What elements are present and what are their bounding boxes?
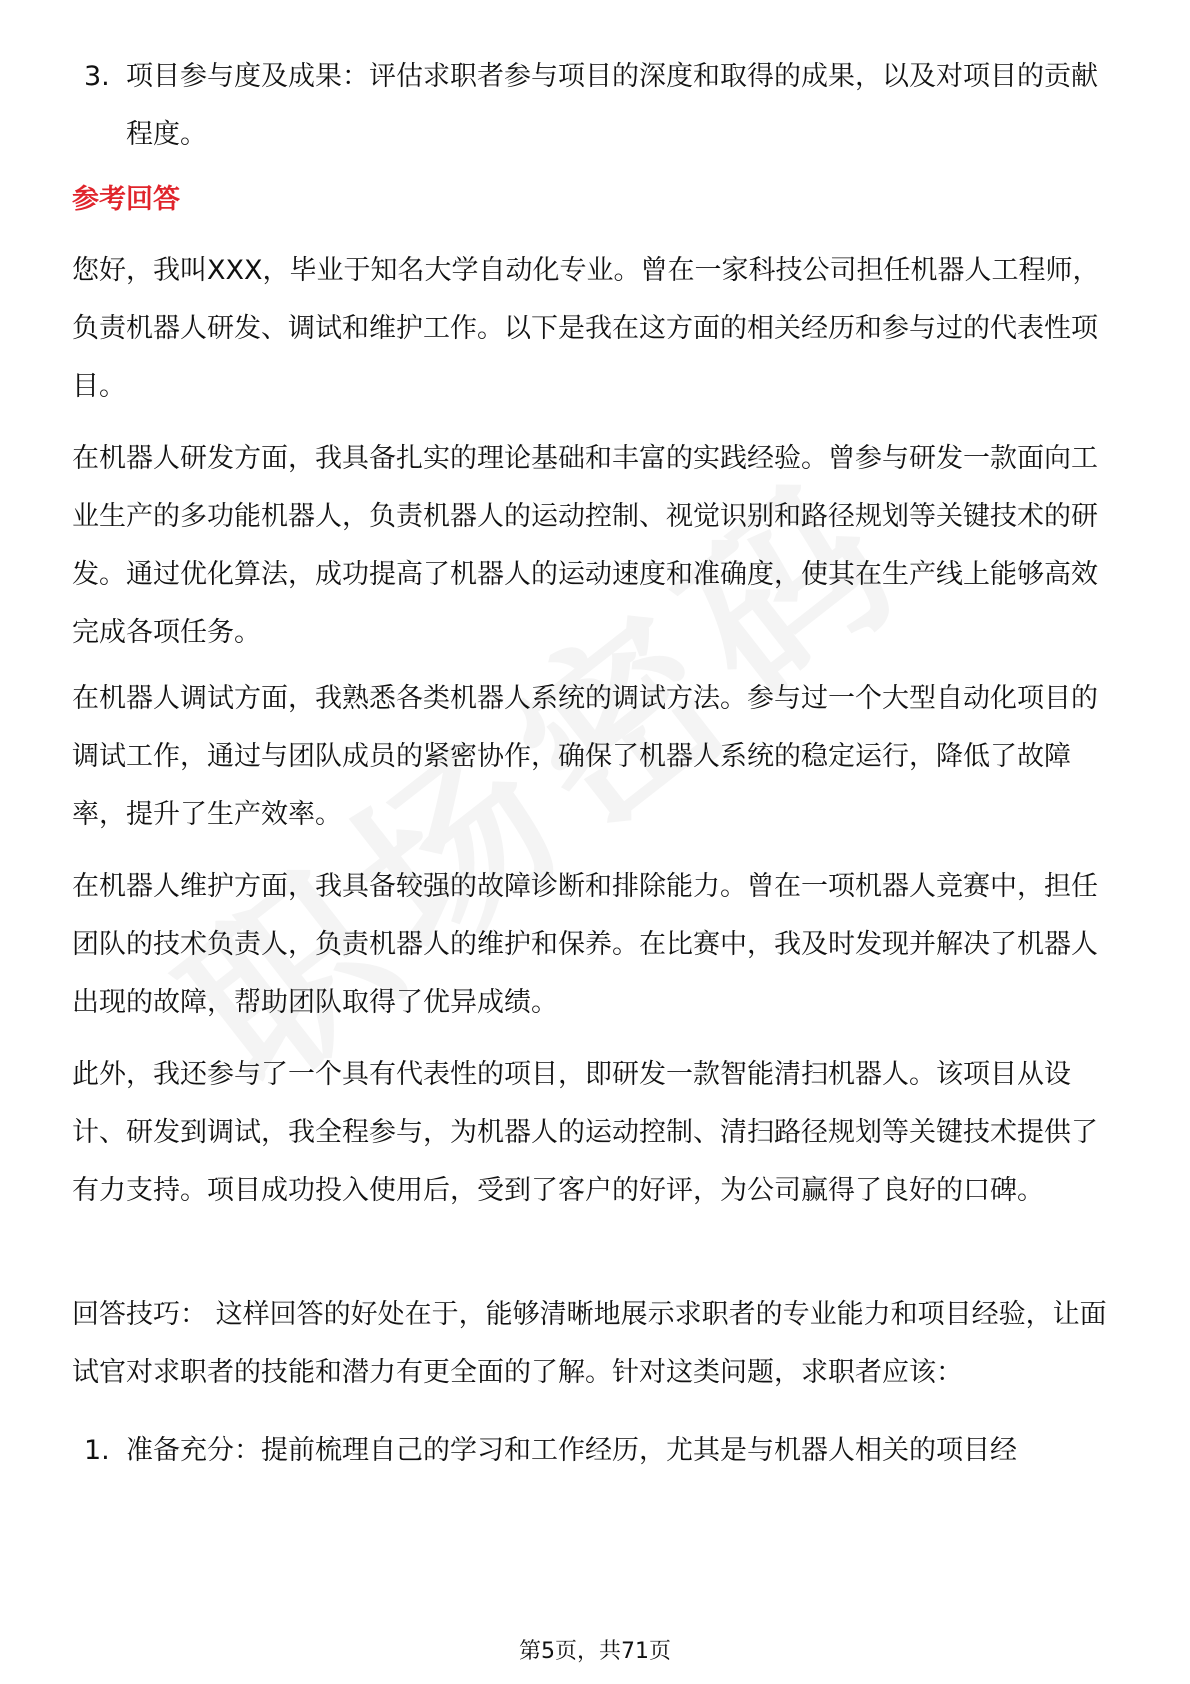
list-text: 准备充分：提前梳理自己的学习和工作经历，尤其是与机器人相关的项目经 [126,1435,1017,1466]
section-heading: 参考回答 [72,184,180,215]
paragraph-tips: 回答技巧： 这样回答的好处在于，能够清晰地展示求职者的专业能力和项目经验，让面试官对求职者的技能和潜力有更全面的了解。针对这类问题，求职者应该： [72,1299,1107,1388]
list-item-1 [72,1422,1122,1480]
paragraph-project: 此外，我还参与了一个具有代表性的项目，即研发一款智能清扫机器人。该项目从设计、研发到调试，我全程参与，为机器人的运动控制、清扫路径规划等关键技术提供了有力支持。项目成功投入使用后，受到了客户的好评，为公司赢得了良好的口碑。 [72,1059,1098,1206]
page-number: 第5页，共71页 [519,1639,671,1664]
list-number: 3. [84,61,110,92]
paragraph-debugging: 在机器人调试方面，我熟悉各类机器人系统的调试方法。参与过一个大型自动化项目的调试工作，通过与团队成员的紧密协作，确保了机器人系统的稳定运行，降低了故障率，提升了生产效率。 [72,683,1098,830]
paragraph-research: 在机器人研发方面，我具备扎实的理论基础和丰富的实践经验。曾参与研发一款面向工业生产的多功能机器人，负责机器人的运动控制、视觉识别和路径规划等关键技术的研发。通过优化算法，成功提高了机器人的运动速度和准确度，使其在生产线上能够高效完成各项任务。 [72,443,1098,648]
list-item-3 [72,48,1122,164]
paragraph-intro: 您好，我叫XXX，毕业于知名大学自动化专业。曾在一家科技公司担任机器人工程师，负责机器人研发、调试和维护工作。以下是我在这方面的相关经历和参与过的代表性项目。 [72,255,1100,402]
list-text: 项目参与度及成果：评估求职者参与项目的深度和取得的成果，以及对项目的贡献程度。 [126,61,1098,150]
paragraph-maintenance: 在机器人维护方面，我具备较强的故障诊断和排除能力。曾在一项机器人竞赛中，担任团队的技术负责人，负责机器人的维护和保养。在比赛中，我及时发现并解决了机器人出现的故障，帮助团队取得了优异成绩。 [72,871,1098,1018]
list-number: 1. [84,1435,110,1466]
